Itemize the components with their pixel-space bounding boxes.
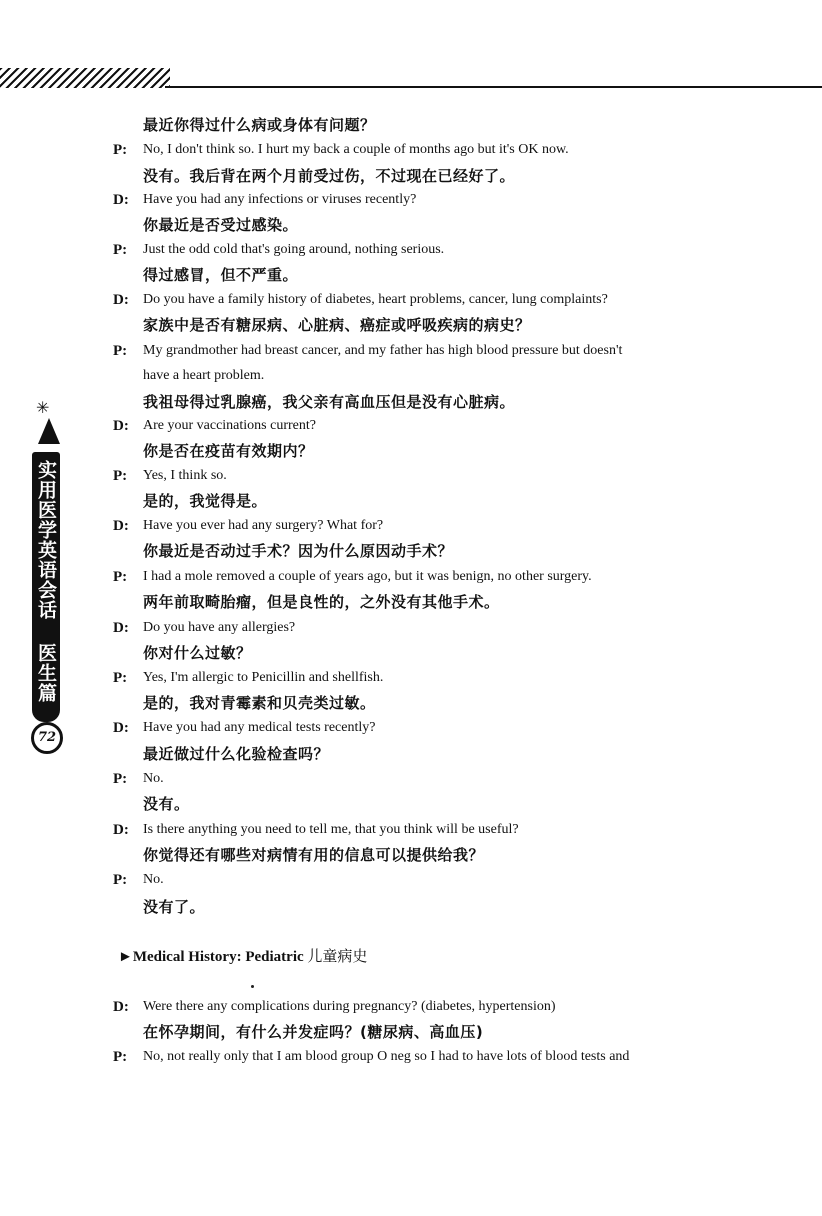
dialogue-en: Do you have a family history of diabetes, heart problems, cancer, lung complaints? (143, 292, 608, 307)
dialogue-zh: 没有。我后背在两个月前受过伤，不过现在已经好了。 (143, 167, 516, 185)
dialogue-en: Do you have any allergies? (143, 620, 296, 635)
speaker-label: D: (113, 822, 129, 838)
dialogue-en: No, not really only that I am blood group O neg so I had to have lots of blood tests and (143, 1049, 630, 1064)
dialogue-zh: 你对什么过敏？ (143, 644, 252, 662)
dialogue-zh: 是的，我对青霉素和贝壳类过敏。 (143, 694, 376, 712)
speaker-label: D: (113, 518, 129, 534)
speaker-label: D: (113, 192, 129, 208)
dialogue-en: Have you had any infections or viruses recently? (143, 192, 417, 207)
header-rule (165, 86, 822, 88)
header-decoration (0, 68, 170, 88)
side-tab (30, 400, 64, 760)
speaker-label: P: (113, 771, 128, 787)
speaker-label: P: (113, 142, 128, 158)
book-title: 实用医学英语会话 医生篇 (35, 460, 57, 703)
dialogue-zh: 你觉得还有哪些对病情有用的信息可以提供给我？ (143, 846, 485, 864)
section-title-zh: 儿童病史 (307, 947, 368, 965)
dialogue-zh: 你最近是否受过感染。 (143, 216, 299, 234)
speaker-label: D: (113, 999, 129, 1015)
speaker-label: D: (113, 292, 129, 308)
dialogue-en: Is there anything you need to tell me, that you think will be useful? (143, 822, 519, 837)
dialogue-en: Were there any complications during pregnancy? (diabetes, hypertension) (143, 999, 556, 1014)
speaker-label: P: (113, 670, 128, 686)
dialogue-en: No. (143, 872, 164, 887)
dialogue-en: No. (143, 771, 164, 786)
section-heading (118, 945, 367, 968)
dialogue-zh: 没有了。 (143, 898, 206, 916)
dialogue-zh: 你最近是否动过手术？因为什么原因动手术？ (143, 542, 454, 560)
speaker-label: P: (113, 872, 128, 888)
section-marker-icon: ► (118, 949, 133, 965)
dialogue-en: Yes, I'm allergic to Penicillin and shellfish. (143, 670, 384, 685)
speaker-label: D: (113, 720, 129, 736)
dialogue-en: Are your vaccinations current? (143, 418, 316, 433)
dialogue-zh: 得过感冒，但不严重。 (143, 266, 299, 284)
speaker-label: P: (113, 242, 128, 258)
speaker-label: P: (113, 1049, 128, 1065)
speaker-label: P: (113, 468, 128, 484)
dialogue-en-cont: have a heart problem. (143, 368, 265, 383)
dialogue-zh: 最近你得过什么病或身体有问题？ (143, 116, 376, 134)
speaker-label: P: (113, 569, 128, 585)
spark-icon: ✳ (36, 398, 50, 417)
dialogue-en: No, I don't think so. I hurt my back a couple of months ago but it's OK now. (143, 142, 569, 157)
dialogue-en: I had a mole removed a couple of years ago, but it was benign, no other surgery. (143, 569, 592, 584)
dialogue-zh: 最近做过什么化验检查吗？ (143, 745, 330, 763)
arrow-up-icon (38, 418, 60, 444)
dialogue-zh: 家族中是否有糖尿病、心脏病、癌症或呼吸疾病的病史？ (143, 316, 531, 334)
speaker-label: D: (113, 620, 129, 636)
dialogue-zh: 你是否在疫苗有效期内？ (143, 442, 314, 460)
dialogue-en: Yes, I think so. (143, 468, 227, 483)
section-title-en: Medical History: Pediatric (132, 949, 308, 965)
speaker-label: P: (113, 343, 128, 359)
speaker-label: D: (113, 418, 129, 434)
dialogue-zh: 我祖母得过乳腺癌，我父亲有高血压但是没有心脏病。 (143, 393, 516, 411)
dialogue-zh: 没有。 (143, 795, 190, 813)
dialogue-zh: 在怀孕期间，有什么并发症吗？(糖尿病、高血压) (143, 1023, 484, 1041)
dialogue-zh: 是的，我觉得是。 (143, 492, 268, 510)
dialogue-zh: 两年前取畸胎瘤，但是良性的，之外没有其他手术。 (143, 593, 500, 611)
dialogue-en: Have you had any medical tests recently? (143, 720, 376, 735)
page-number: 72 (31, 722, 63, 754)
dialogue-en: My grandmother had breast cancer, and my father has high blood pressure but doesn't (143, 343, 623, 358)
speck (251, 985, 254, 988)
dialogue-en: Have you ever had any surgery? What for? (143, 518, 384, 533)
dialogue-en: Just the odd cold that's going around, nothing serious. (143, 242, 445, 257)
